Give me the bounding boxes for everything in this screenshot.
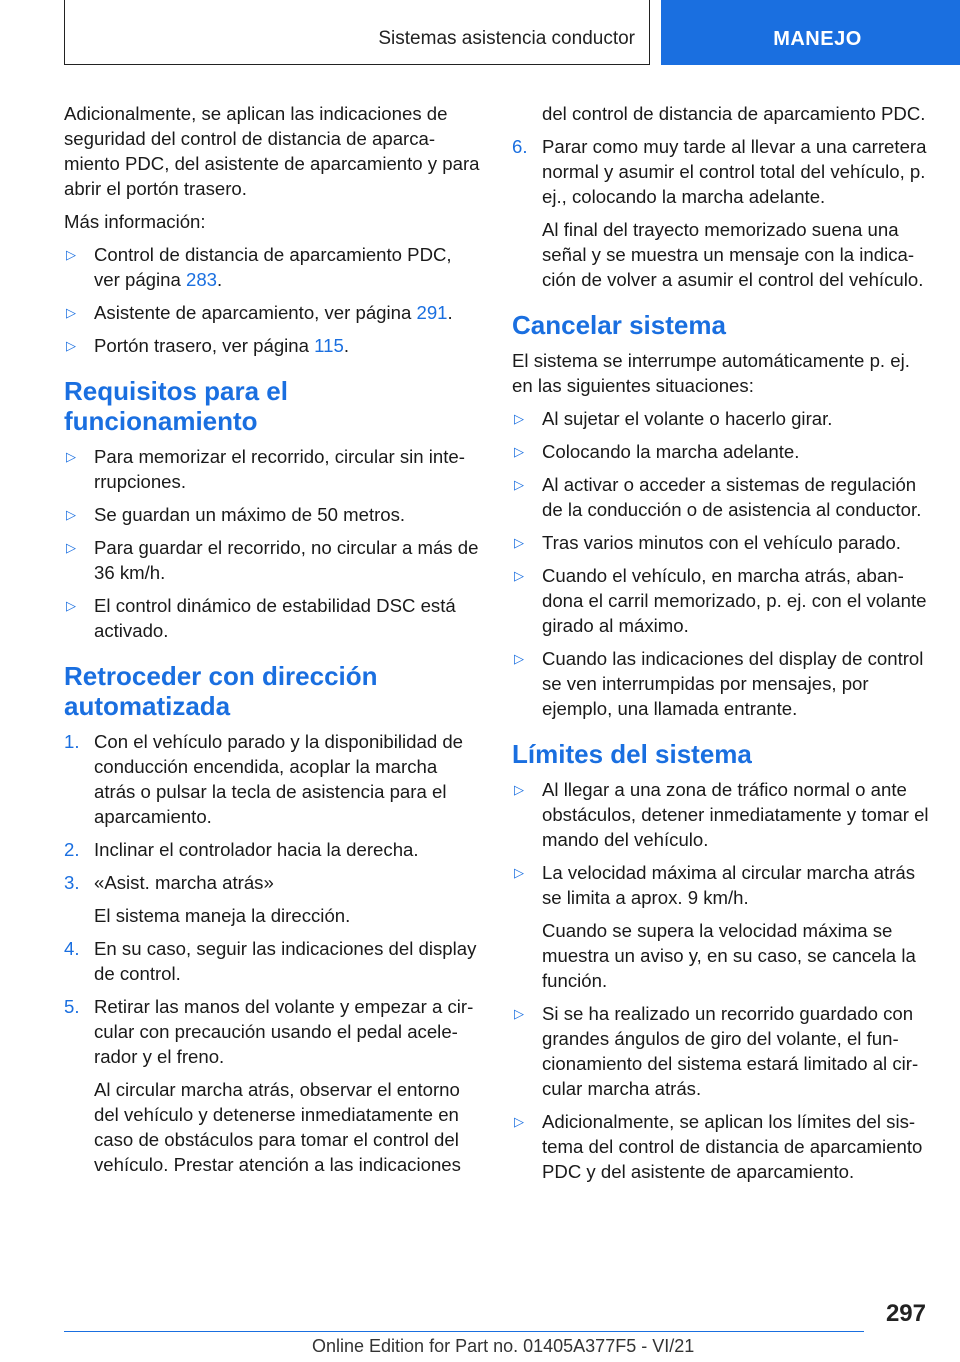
triangle-bullet-icon: ▷ (514, 651, 524, 666)
page-link[interactable]: 115 (314, 335, 344, 356)
triangle-bullet-icon: ▷ (514, 411, 524, 426)
list-item: ▷ El control dinámico de estabilidad DSC está activado. (66, 595, 456, 641)
step-note: Al circular marcha atrás, observar el entorno del vehículo y detenerse inmediatamente en caso de obstáculos para tomar el control del vehículo. Prestar atención a las indicaciones (94, 1079, 461, 1175)
step-item: 4. En su caso, seguir las indicaciones del display de control. (64, 938, 477, 984)
triangle-bullet-icon: ▷ (66, 305, 76, 320)
list-item: ▷ Tras varios minutos con el vehículo parado. (514, 532, 901, 553)
step-number: 3. (64, 872, 80, 893)
step-item: 6. Parar como muy tarde al llevar a una carretera normal y asumir el control total del vehículo, p. ej., colocando la marcha adelante. (512, 136, 927, 207)
more-info-label: Más información: (64, 211, 206, 232)
list-item: ▷ Al activar o acceder a sistemas de regulación de la conducción o de asistencia al conductor. (514, 474, 922, 520)
triangle-bullet-icon: ▷ (514, 477, 524, 492)
triangle-bullet-icon: ▷ (514, 865, 524, 880)
chapter-tab[interactable] (661, 0, 960, 65)
step-item: 5. Retirar las manos del volante y empezar a circular con precaución usando el pedal acelerador y el freno. (64, 996, 474, 1067)
triangle-bullet-icon: ▷ (66, 449, 76, 464)
step-item: 3. «Asist. marcha atrás» (64, 872, 274, 893)
list-item: ▷ Para memorizar el recorrido, circular sin interrupciones. (66, 446, 465, 492)
page-link[interactable]: 283 (186, 269, 218, 290)
requirements-heading: Requisitos para el funcionamiento (64, 376, 288, 436)
list-item: ▷ Adicionalmente, se aplican los límites del sistema del control de distancia de aparcamiento PDC y del asistente de aparcamiento. (514, 1111, 923, 1182)
list-item: ▷ Asistente de aparcamiento, ver página 291. (66, 302, 453, 323)
list-item: ▷ Al sujetar el volante o hacerlo girar. (514, 408, 833, 429)
step-number: 5. (64, 996, 80, 1017)
step-item: 1. Con el vehículo parado y la disponibilidad de conducción encendida, acoplar la marcha atrás o pulsar la tecla de asistencia para el aparcamiento. (64, 731, 464, 827)
triangle-bullet-icon: ▷ (514, 444, 524, 459)
step-number: 6. (512, 136, 528, 157)
list-item: ▷ Portón trasero, ver página 115. (66, 335, 349, 356)
section-header-box (64, 0, 650, 65)
triangle-bullet-icon: ▷ (514, 1006, 524, 1021)
continued-text: del control de distancia de aparcamiento PDC. (542, 103, 926, 124)
page-number: 297 (885, 1300, 926, 1327)
triangle-bullet-icon: ▷ (66, 507, 76, 522)
triangle-bullet-icon: ▷ (514, 1114, 524, 1129)
list-item: ▷ Cuando el vehículo, en marcha atrás, abandona el carril memorizado, p. ej. con el volante girado al máximo. (514, 565, 927, 636)
chapter-tab-label: MANEJO (773, 28, 862, 50)
limits-heading: Límites del sistema (512, 739, 752, 769)
triangle-bullet-icon: ▷ (66, 338, 76, 353)
cancel-heading: Cancelar sistema (512, 310, 726, 340)
list-item: ▷ Cuando las indicaciones del display de control se ven interrumpidas por mensajes, por ejemplo, una llamada entrante. (514, 648, 924, 719)
triangle-bullet-icon: ▷ (514, 782, 524, 797)
step-number: 2. (64, 839, 80, 860)
step-number: 4. (64, 938, 80, 959)
edition-footer: Online Edition for Part no. 01405A377F5 - VI/21 (312, 1336, 695, 1356)
page-header (0, 0, 960, 66)
list-item: ▷ Si se ha realizado un recorrido guardado con grandes ángulos de giro del volante, el funcionamiento del sistema estará limitado al circular marcha atrás. (514, 1003, 919, 1099)
step-note: Al final del trayecto memorizado suena una señal y se muestra un mensaje con la indicación de volver a asumir el control del vehículo. (542, 219, 924, 290)
step-item: 2. Inclinar el controlador hacia la derecha. (64, 839, 419, 860)
left-column (64, 101, 482, 1185)
triangle-bullet-icon: ▷ (66, 247, 76, 262)
triangle-bullet-icon: ▷ (514, 535, 524, 550)
step-note: El sistema maneja la dirección. (94, 905, 351, 926)
list-item: ▷ Al llegar a una zona de tráfico normal o ante obstáculos, detener inmediatamente y tomar el mando del vehículo. (514, 779, 929, 850)
list-item: ▷ La velocidad máxima al circular marcha atrás se limita a aprox. 9 km/h. (514, 862, 916, 908)
page-link[interactable]: 291 (416, 302, 448, 323)
list-item: ▷ Se guardan un máximo de 50 metros. (66, 504, 406, 525)
intro-paragraph: Adicionalmente, se aplican las indicaciones de seguridad del control de distancia de aparcamiento PDC, del asistente de aparcamiento y para abrir el portón trasero. (64, 103, 480, 199)
reverse-heading: Retroceder con dirección automatizada (64, 661, 378, 721)
list-note: Cuando se supera la velocidad máxima se muestra un aviso y, en su caso, se cancela la función. (542, 920, 916, 991)
triangle-bullet-icon: ▷ (66, 540, 76, 555)
triangle-bullet-icon: ▷ (66, 598, 76, 613)
list-item: ▷ Control de distancia de aparcamiento PDC, ver página 283. (66, 244, 452, 290)
list-item: ▷ Para guardar el recorrido, no circular a más de 36 km/h. (66, 537, 479, 583)
list-item: ▷ Colocando la marcha adelante. (514, 441, 800, 462)
footer-divider (64, 1331, 864, 1332)
cancel-intro: El sistema se interrumpe automáticamente p. ej. en las siguientes situaciones: (512, 350, 910, 396)
step-number: 1. (64, 731, 80, 752)
right-column (512, 101, 932, 1192)
triangle-bullet-icon: ▷ (514, 568, 524, 583)
section-title: Sistemas asistencia conductor (378, 28, 635, 49)
